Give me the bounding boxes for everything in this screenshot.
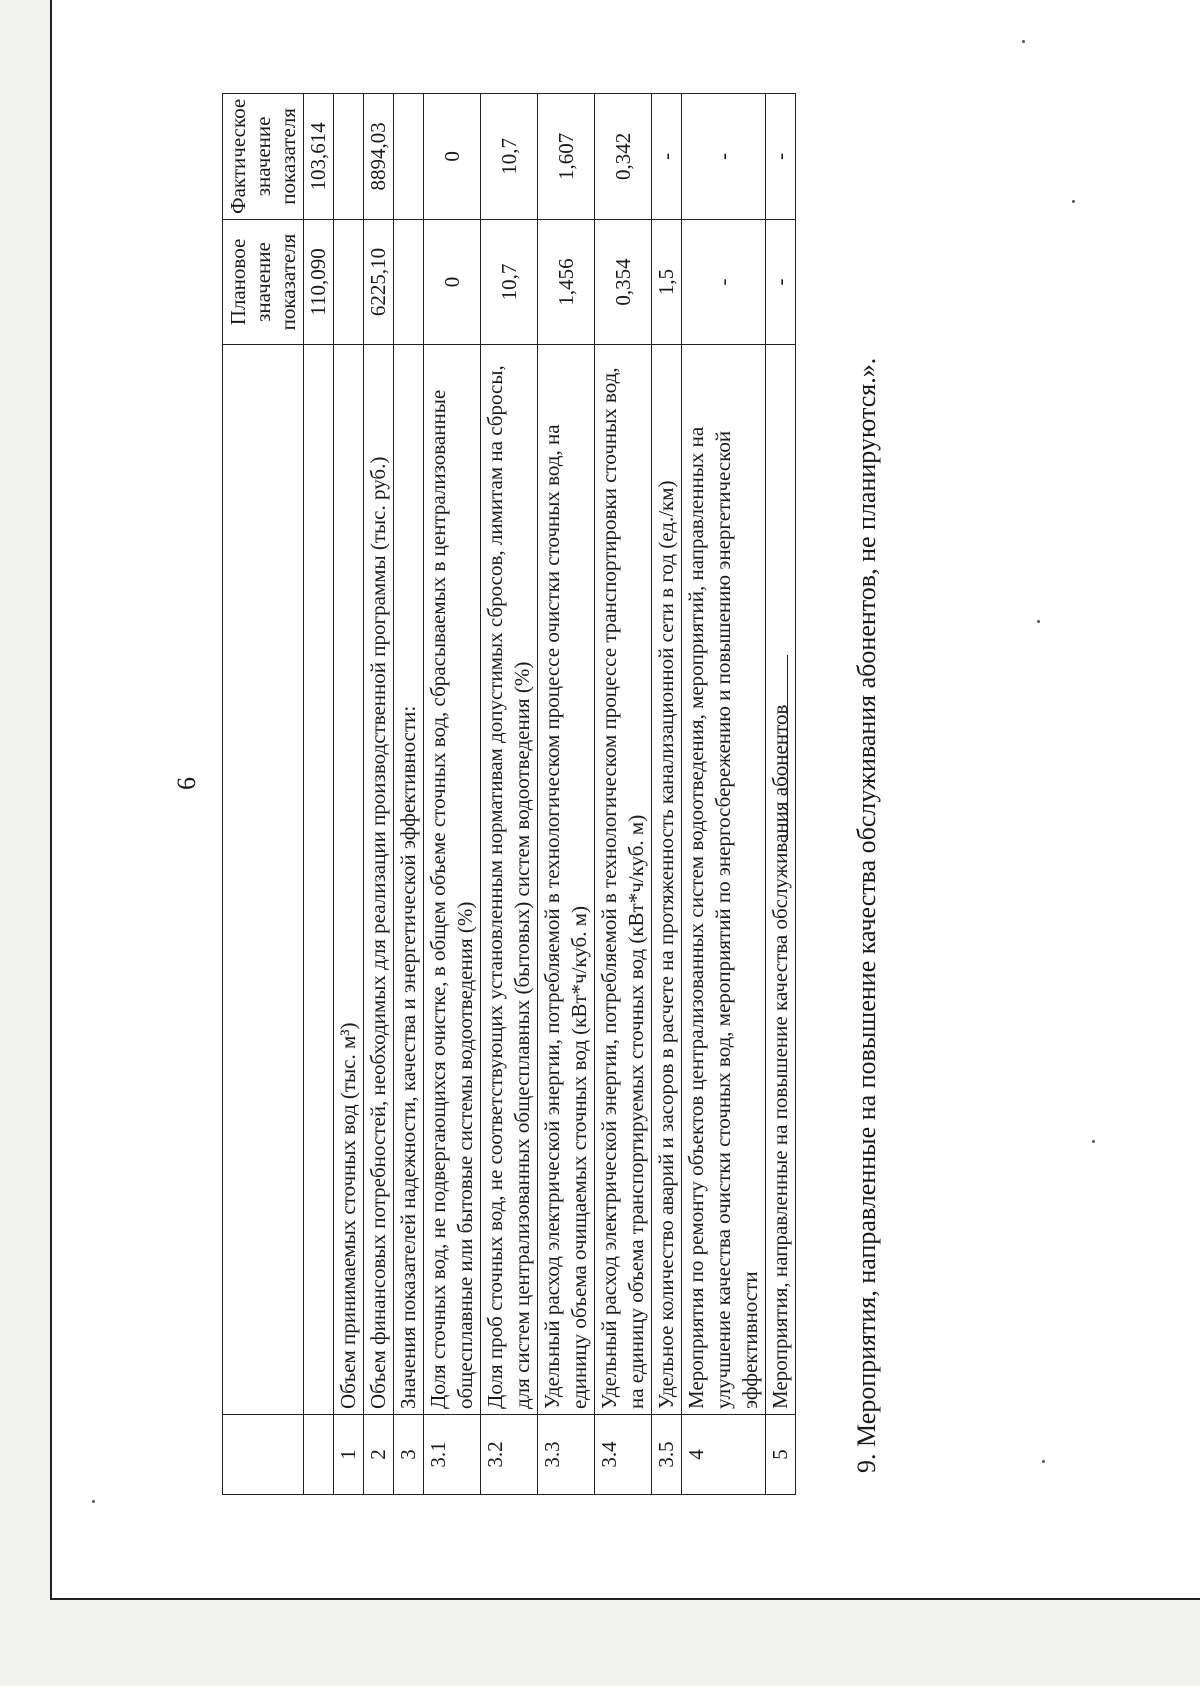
scan-speck: [1072, 200, 1075, 203]
row-fact: 0,342: [595, 93, 652, 219]
row-plan: 6225,10: [364, 220, 394, 345]
row-number: 5: [766, 1415, 796, 1495]
row-description: Объем принимаемых сточных вод (тыс. м³): [334, 345, 364, 1415]
row-fact: -: [682, 93, 766, 219]
table-row-5: [766, 93, 796, 1494]
scan-speck: [1092, 1140, 1095, 1143]
row-number: 3.1: [424, 1415, 481, 1495]
header-fact: Фактическое значение показателя: [223, 93, 304, 219]
row-description: Удельный расход электрической энергии, потребляемой в технологическом процессе очистки сточных вод, на единицу объема очищаемых сточных вод (кВт*ч/куб. м): [538, 345, 595, 1415]
top-row-plan: 110,090: [304, 220, 334, 345]
table-row-3-3: [538, 93, 595, 1494]
row-fact: 0: [424, 93, 481, 219]
row-plan: -: [682, 220, 766, 345]
row-description: Мероприятия по ремонту объектов централизованных систем водоотведения, мероприятий, направленных на улучшение качества очистки сточных вод, мероприятий по энергосбережению и повышению энергетической эффективности: [682, 345, 766, 1415]
table-row-4: [682, 93, 766, 1494]
row-number: 4: [682, 1415, 766, 1495]
table-row-top: [304, 93, 334, 1494]
table-row-3-2: [481, 93, 538, 1494]
top-row-fact: 103,614: [304, 93, 334, 219]
row-description: Удельный расход электрической энергии, потребляемой в технологическом процессе транспортировки сточных вод, на единицу объема транспортируемых сточных вод (кВт*ч/куб. м): [595, 345, 652, 1415]
row-plan: -: [766, 220, 796, 345]
row-description: Объем финансовых потребностей, необходимых для реализации производственной программы (тыс. руб.): [364, 345, 394, 1415]
row-description: Мероприятия, направленные на повышение качества обслуживания абонентов: [766, 345, 796, 1415]
row-plan: [334, 220, 364, 345]
table-row-3-4: [595, 93, 652, 1494]
row-fact: 8894,03: [364, 93, 394, 219]
scan-speck: [1037, 620, 1040, 623]
header-plan: Плановое значение показателя: [223, 220, 304, 345]
row-plan: 10,7: [481, 220, 538, 345]
table-row-3-5: [652, 93, 682, 1494]
row-fact: 10,7: [481, 93, 538, 219]
row-description: Доля сточных вод, не подвергающихся очистке, в общем объеме сточных вод, сбрасываемых в централизованные общесплавные или бытовые системы водоотведения (%): [424, 345, 481, 1415]
row-description: Доля проб сточных вод, не соответствующих установленным нормативам допустимых сбросов, лимитам на сбросы, для систем централизованных общесплавных (бытовых) систем водоотведения (%): [481, 345, 538, 1415]
row-fact: [334, 93, 364, 219]
row-fact: -: [652, 93, 682, 219]
document-page: [50, 0, 1200, 1600]
row-fact: [394, 93, 424, 219]
rotated-content: [192, 35, 912, 1495]
header-cell-num: [223, 1415, 304, 1495]
header-cell-name: [223, 345, 304, 1415]
row-description: Значения показателей надежности, качества и энергетической эффективности:: [394, 345, 424, 1415]
row-plan: 1,456: [538, 220, 595, 345]
table-row-1: [334, 93, 364, 1494]
indicators-table: [222, 93, 796, 1495]
row-plan: [394, 220, 424, 345]
separator-line: [787, 655, 788, 840]
row-fact: 1,607: [538, 93, 595, 219]
row-number: 3: [394, 1415, 424, 1495]
table-row-3: [394, 93, 424, 1494]
row-fact: -: [766, 93, 796, 219]
table-row-2: [364, 93, 394, 1494]
scan-speck: [1022, 40, 1025, 43]
page-number: 6: [172, 777, 201, 790]
scan-speck: [1042, 1460, 1045, 1463]
scan-speck: [92, 1500, 95, 1503]
row-number: 1: [334, 1415, 364, 1495]
row-plan: 1,5: [652, 220, 682, 345]
section-9-text: 9. Мероприятия, направленные на повышение качества обслуживания абонентов, не планируются.».: [852, 357, 881, 1473]
row-plan: 0: [424, 220, 481, 345]
row-number: 3.5: [652, 1415, 682, 1495]
table-header-row: [223, 93, 304, 1494]
row-number: 2: [364, 1415, 394, 1495]
row-plan: 0,354: [595, 220, 652, 345]
row-number: 3.3: [538, 1415, 595, 1495]
row-description: Удельное количество аварий и засоров в расчете на протяженность канализационной сети в год (ед./км): [652, 345, 682, 1415]
row-number: 3.2: [481, 1415, 538, 1495]
row-number: 3.4: [595, 1415, 652, 1495]
table-row-3-1: [424, 93, 481, 1494]
